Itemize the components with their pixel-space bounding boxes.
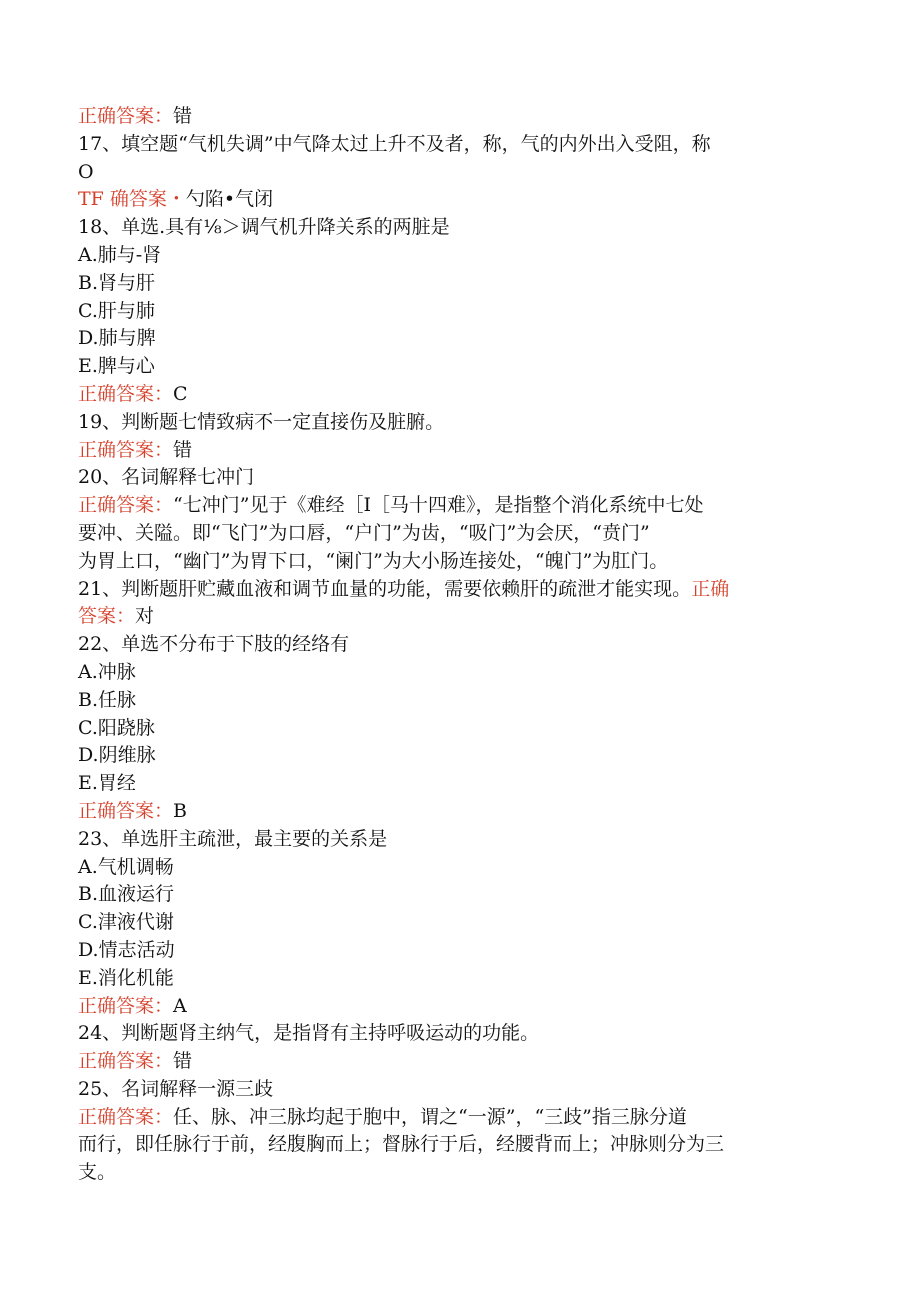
answer-label: 正确答案： [78,105,174,127]
text-line [78,492,838,520]
text-segment: B.血液运行 [78,883,175,906]
answer-label: 正确 [691,577,730,600]
text-line [78,353,838,381]
text-segment: “七冲门”见于《难经［I［马十四难》，是指整个消化系统中七处 [173,494,704,517]
text-segment: 17、填空题“气机失调”中气降太过上升不及者，称，气的内外出入受阻，称 [78,132,711,155]
answer-label: 正确答案： [78,382,174,405]
text-segment: 23、单选肝主疏泄，最主要的关系是 [78,827,388,850]
text-segment: 22、单选不分布于下肢的经络有 [78,633,350,656]
text-segment: A [173,994,187,1017]
text-line [78,298,838,326]
text-line [78,770,838,798]
answer-label: 正确答案： [78,994,174,1017]
text-line [78,603,838,631]
text-segment: E.脾与心 [78,355,155,378]
text-line [78,159,838,187]
text-segment: D.肺与脾 [78,327,156,350]
text-line [78,1048,838,1076]
text-segment: 对 [135,605,155,628]
text-segment: 24、判断题肾主纳气，是指肾有主持呼吸运动的功能。 [78,1022,540,1045]
text-segment: C.津液代谢 [78,911,174,934]
answer-label: 答案： [78,605,136,628]
text-line [78,798,838,826]
text-segment: 错 [173,438,193,461]
text-line [78,715,838,743]
text-segment: D.情志活动 [78,938,175,961]
text-line [78,381,838,409]
text-line [78,103,838,131]
text-segment: E.胃经 [78,772,136,795]
answer-label: 正确答案： [78,799,174,822]
answer-label: 正确答案： [78,1050,174,1073]
text-segment: 要冲、关隘。即“飞门”为口唇，“户门”为齿，“吸门”为会厌，“贲门” [78,521,650,544]
text-line [78,1131,838,1159]
text-segment: A.冲脉 [78,660,136,683]
text-segment: 为胃上口，“幽门”为胃下口，“阑门”为大小肠连接处，“魄门”为肛门。 [78,549,669,572]
text-line [78,687,838,715]
text-line [78,659,838,687]
text-segment: C.阳跷脉 [78,716,155,739]
text-line [78,1104,838,1132]
text-segment: B.任脉 [78,688,137,711]
text-line [78,131,838,159]
text-segment: B [173,799,187,822]
answer-label: 正确答案： [78,494,174,517]
document-page [78,103,838,1187]
text-line [78,854,838,882]
text-segment: E.消化机能 [78,966,174,989]
text-segment: 19、判断题七情致病不一定直接伤及脏腑。 [78,410,445,433]
answer-label: 正确答案： [78,1105,174,1128]
text-line [78,409,838,437]
text-segment: C.肝与肺 [78,299,155,322]
answer-label: 正确答案： [78,438,174,461]
text-segment: 任、脉、冲三脉均起于胞中，谓之“一源”，“三歧”指三脉分道 [173,1105,687,1128]
text-line [78,881,838,909]
text-segment: 18、单选.具有⅛＞调气机升降关系的两脏是 [78,216,450,239]
text-line [78,1076,838,1104]
text-line [78,520,838,548]
text-line [78,437,838,465]
text-line [78,576,838,604]
text-line [78,464,838,492]
text-segment: 错 [173,105,193,127]
text-line [78,909,838,937]
text-segment: 25、名词解释一源三歧 [78,1077,274,1100]
text-segment: 勺陷•气闭 [185,188,274,211]
text-line [78,186,838,214]
text-segment: O [78,160,94,183]
text-segment: C [173,382,188,405]
text-line [78,965,838,993]
text-line [78,270,838,298]
text-line [78,242,838,270]
text-line [78,1159,838,1187]
text-segment: A.肺与-肾 [78,243,162,266]
answer-label: TF 确答案・ [78,188,186,211]
text-line [78,548,838,576]
text-line [78,631,838,659]
text-segment: 而行，即任脉行于前，经腹胸而上；督脉行于后，经腰背而上；冲脉则分为三 [78,1133,725,1156]
text-segment: 错 [173,1050,193,1073]
text-line [78,826,838,854]
text-line [78,742,838,770]
text-segment: 21、判断题肝贮藏血液和调节血量的功能，需要依赖肝的疏泄才能实现。 [78,577,692,600]
text-line [78,1020,838,1048]
text-line [78,214,838,242]
text-segment: 20、名词解释七冲门 [78,466,255,489]
text-segment: A.气机调畅 [78,855,174,878]
text-segment: B.肾与肝 [78,271,156,294]
text-segment: D.阴维脉 [78,744,156,767]
text-line [78,937,838,965]
text-line [78,993,838,1021]
text-line [78,325,838,353]
text-segment: 支。 [78,1161,117,1184]
